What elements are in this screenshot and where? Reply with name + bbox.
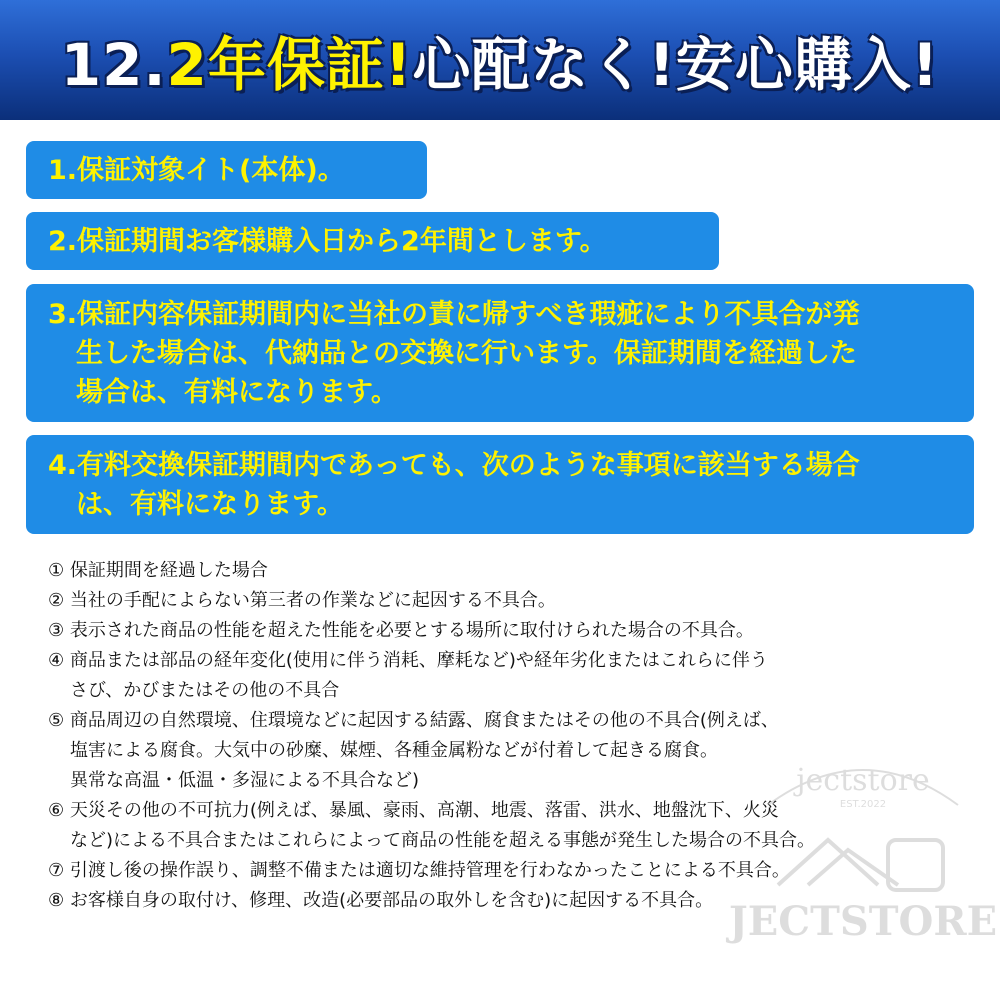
exclusion-item-7: ⑦ 引渡し後の操作誤り、調整不備または適切な維持管理を行わなかったことによる不具合。 <box>48 860 790 881</box>
warranty-item-3-text <box>48 295 860 412</box>
watermark-brand-large: JECTSTORE <box>728 898 998 945</box>
warranty-item-3-line1: 3.保証内容保証期間内に当社の責に帰すべき瑕疵により不具合が発 <box>48 298 860 330</box>
exclusion-item-5-cont2: 異常な高温・低温・多湿による不具合など) <box>70 770 420 791</box>
warranty-item-4-text <box>48 446 860 524</box>
watermark-brand-small: jectstore <box>796 763 930 798</box>
exclusion-item-4: ④ 商品または部品の経年変化(使用に伴う消耗、摩耗など)や経年劣化またはこれらに伴う <box>48 650 768 671</box>
warranty-item-4-line1: 4.有料交換保証期間内であっても、次のような事項に該当する場合 <box>48 449 860 481</box>
banner-title-part2: 心配なく!安心購入! <box>412 31 940 99</box>
warranty-item-3-line2: 生した場合は、代納品との交換に行います。保証期間を経過した <box>76 337 857 369</box>
banner-title-part1: 12.2年保証! <box>60 31 413 99</box>
header-banner <box>0 0 1000 120</box>
exclusion-item-5-cont1: 塩害による腐食。大気中の砂糜、媒煙、各種金属粉などが付着して起きる腐食。 <box>70 740 718 761</box>
warranty-item-1 <box>26 141 427 199</box>
exclusion-item-6: ⑥ 天災その他の不可抗力(例えば、暴風、豪雨、高潮、地震、落雷、洪水、地盤沈下、火災 <box>48 800 779 821</box>
exclusion-item-1: ① 保証期間を経過した場合 <box>48 560 268 581</box>
exclusion-list <box>48 556 978 916</box>
warranty-item-2-text: 2.保証期間お客様購入日から2年間とします。 <box>48 225 607 257</box>
warranty-item-1-text: 1.保証対象イト(本体)。 <box>48 154 345 186</box>
exclusion-item-3: ③ 表示された商品の性能を超えた性能を必要とする場所に取付けられた場合の不具合。 <box>48 620 754 641</box>
warranty-item-2 <box>26 212 719 270</box>
exclusion-item-5: ⑤ 商品周辺の自然環境、住環境などに起因する結露、腐食またはその他の不具合(例えば、 <box>48 710 779 731</box>
exclusion-item-4-cont: さび、かびまたはその他の不具合 <box>70 680 340 701</box>
warranty-item-3-line3: 場合は、有料になります。 <box>76 376 398 408</box>
exclusion-item-8: ⑧ お客様自身の取付け、修理、改造(必要部品の取外しを含む)に起因する不具合。 <box>48 890 714 911</box>
watermark-est: EST.2022 <box>839 799 887 810</box>
warranty-item-4-line2: は、有料になります。 <box>76 488 344 520</box>
banner-title <box>61 18 939 102</box>
exclusion-item-6-cont: など)による不具合またはこれらによって商品の性能を超える事態が発生した場合の不具合。 <box>70 830 816 851</box>
exclusion-item-2: ② 当社の手配によらない第三者の作業などに起因する不具合。 <box>48 590 556 611</box>
warranty-item-4 <box>26 435 974 534</box>
warranty-item-3 <box>26 284 974 422</box>
